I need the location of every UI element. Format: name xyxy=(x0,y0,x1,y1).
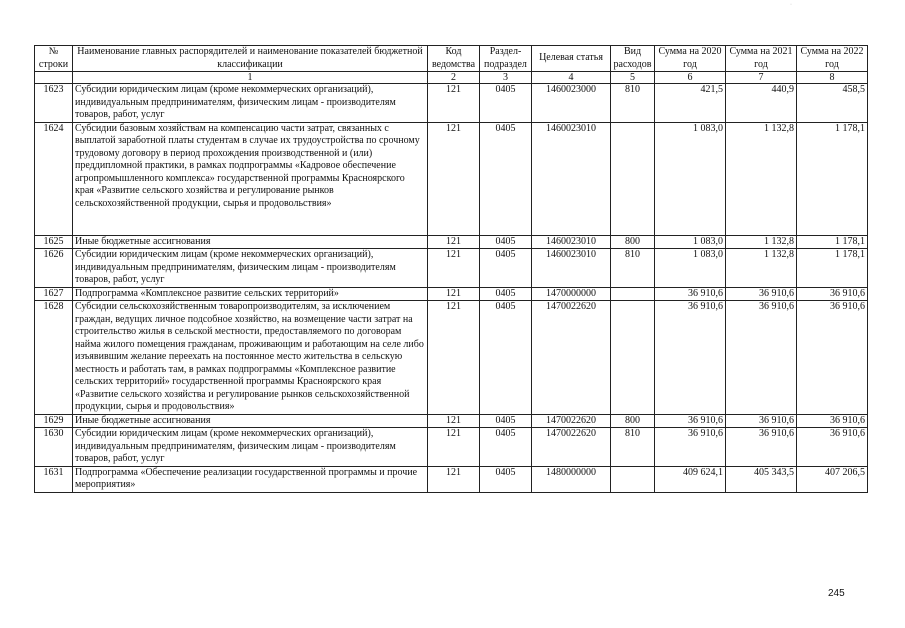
dept-code: 121 xyxy=(428,249,480,288)
column-number: 3 xyxy=(480,72,532,84)
expense-type xyxy=(611,466,655,492)
page-number: 245 xyxy=(828,588,845,599)
line-number: 1624 xyxy=(35,122,73,235)
sum-2021: 1 132,8 xyxy=(726,249,797,288)
target-article: 1470000000 xyxy=(532,287,611,301)
section-code: 0405 xyxy=(480,287,532,301)
section-code: 0405 xyxy=(480,414,532,428)
sum-2022: 1 178,1 xyxy=(797,122,868,235)
sum-2020: 36 910,6 xyxy=(655,414,726,428)
budget-table xyxy=(34,45,868,493)
item-name: Подпрограмма «Комплексное развитие сельских территорий» xyxy=(73,287,428,301)
line-number: 1626 xyxy=(35,249,73,288)
line-number: 1631 xyxy=(35,466,73,492)
sum-2022: 36 910,6 xyxy=(797,428,868,467)
item-name: Подпрограмма «Обеспечение реализации государственной программы и прочие мероприятия» xyxy=(73,466,428,492)
sum-2021: 36 910,6 xyxy=(726,414,797,428)
sum-2020: 1 083,0 xyxy=(655,122,726,235)
column-number: 8 xyxy=(797,72,868,84)
table-row xyxy=(35,122,868,235)
target-article: 1470022620 xyxy=(532,414,611,428)
expense-type: 810 xyxy=(611,249,655,288)
table-row xyxy=(35,235,868,249)
dept-code: 121 xyxy=(428,414,480,428)
header-expense-type: Вид расходов xyxy=(611,46,655,72)
section-code: 0405 xyxy=(480,84,532,123)
sum-2020: 36 910,6 xyxy=(655,428,726,467)
column-number: 2 xyxy=(428,72,480,84)
line-number: 1623 xyxy=(35,84,73,123)
table-row xyxy=(35,301,868,415)
item-name: Иные бюджетные ассигнования xyxy=(73,235,428,249)
sum-2020: 36 910,6 xyxy=(655,287,726,301)
dept-code: 121 xyxy=(428,235,480,249)
header-sum-2021: Сумма на 2021 год xyxy=(726,46,797,72)
sum-2020: 1 083,0 xyxy=(655,235,726,249)
sum-2020: 409 624,1 xyxy=(655,466,726,492)
line-number: 1629 xyxy=(35,414,73,428)
header-dept-code: Код ведомства xyxy=(428,46,480,72)
item-name: Субсидии базовым хозяйствам на компенсацию части затрат, связанных с выплатой заработной платы студентам в случае их трудоустройства по срочному трудовому договору в период прохождения производственной и (или) преддипломной практики, в рамках подпрограммы «Кадровое обеспечение агропромышленного комплекса» государственной программы Красноярского края «Развитие сельского хозяйства и регулирование рынков сельскохозяйственной продукции, сырья и продовольствия» xyxy=(73,122,428,235)
sum-2022: 458,5 xyxy=(797,84,868,123)
sum-2022: 1 178,1 xyxy=(797,235,868,249)
column-number: 6 xyxy=(655,72,726,84)
item-name: Субсидии юридическим лицам (кроме некоммерческих организаций), индивидуальным предпринимателям, физическим лицам - производителям товаров, работ, услуг xyxy=(73,84,428,123)
target-article: 1460023010 xyxy=(532,249,611,288)
section-code: 0405 xyxy=(480,249,532,288)
dept-code: 121 xyxy=(428,287,480,301)
dept-code: 121 xyxy=(428,466,480,492)
table-row xyxy=(35,84,868,123)
table-row xyxy=(35,249,868,288)
sum-2022: 407 206,5 xyxy=(797,466,868,492)
header-sum-2022: Сумма на 2022 год xyxy=(797,46,868,72)
header-sum-2020: Сумма на 2020 год xyxy=(655,46,726,72)
section-code: 0405 xyxy=(480,235,532,249)
header-target-article: Целевая статья xyxy=(532,46,611,72)
sum-2022: 36 910,6 xyxy=(797,287,868,301)
sum-2022: 36 910,6 xyxy=(797,301,868,415)
section-code: 0405 xyxy=(480,466,532,492)
sum-2021: 440,9 xyxy=(726,84,797,123)
line-number: 1630 xyxy=(35,428,73,467)
line-number: 1627 xyxy=(35,287,73,301)
item-name: Субсидии юридическим лицам (кроме некоммерческих организаций), индивидуальным предпринимателям, физическим лицам - производителям товаров, работ, услуг xyxy=(73,249,428,288)
target-article: 1470022620 xyxy=(532,428,611,467)
target-article: 1470022620 xyxy=(532,301,611,415)
sum-2022: 1 178,1 xyxy=(797,249,868,288)
sum-2020: 421,5 xyxy=(655,84,726,123)
table-row xyxy=(35,466,868,492)
item-name: Субсидии юридическим лицам (кроме некоммерческих организаций), индивидуальным предпринимателям, физическим лицам - производителям товаров, работ, услуг xyxy=(73,428,428,467)
header-section: Раздел-подраздел xyxy=(480,46,532,72)
dept-code: 121 xyxy=(428,84,480,123)
sum-2021: 36 910,6 xyxy=(726,301,797,415)
item-name: Субсидии сельскохозяйственным товаропроизводителям, за исключением граждан, ведущих личное подсобное хозяйство, на возмещение части затрат на строительство жилья в сельской местности, предоставляемого по договорам найма жилого помещения гражданам, проживающим и работающим на селе либо изъявившим желание переехать на постоянное место жительства в сельскую местность и работать там, в рамках подпрограммы «Комплексное развитие сельских территорий» государственной программы Красноярского края «Развитие сельского хозяйства и регулирование рынков сельскохозяйственной продукции, сырья и продовольствия» xyxy=(73,301,428,415)
sum-2020: 36 910,6 xyxy=(655,301,726,415)
expense-type: 810 xyxy=(611,84,655,123)
expense-type xyxy=(611,287,655,301)
dept-code: 121 xyxy=(428,122,480,235)
column-number xyxy=(35,72,73,84)
header-row xyxy=(35,46,868,72)
target-article: 1460023010 xyxy=(532,122,611,235)
dept-code: 121 xyxy=(428,301,480,415)
column-number: 1 xyxy=(73,72,428,84)
sum-2021: 36 910,6 xyxy=(726,428,797,467)
table-row xyxy=(35,287,868,301)
sum-2020: 1 083,0 xyxy=(655,249,726,288)
dept-code: 121 xyxy=(428,428,480,467)
sum-2021: 1 132,8 xyxy=(726,235,797,249)
target-article: 1480000000 xyxy=(532,466,611,492)
section-code: 0405 xyxy=(480,428,532,467)
section-code: 0405 xyxy=(480,122,532,235)
budget-sheet xyxy=(34,45,867,493)
column-number: 5 xyxy=(611,72,655,84)
target-article: 1460023000 xyxy=(532,84,611,123)
line-number: 1628 xyxy=(35,301,73,415)
column-number-row xyxy=(35,72,868,84)
expense-type xyxy=(611,122,655,235)
expense-type: 800 xyxy=(611,235,655,249)
sum-2021: 36 910,6 xyxy=(726,287,797,301)
item-name: Иные бюджетные ассигнования xyxy=(73,414,428,428)
sum-2021: 1 132,8 xyxy=(726,122,797,235)
table-row xyxy=(35,428,868,467)
header-line-no: № строки xyxy=(35,46,73,72)
table-row xyxy=(35,414,868,428)
sum-2022: 36 910,6 xyxy=(797,414,868,428)
expense-type xyxy=(611,301,655,415)
header-name: Наименование главных распорядителей и наименование показателей бюджетной классификации xyxy=(73,46,428,72)
sum-2021: 405 343,5 xyxy=(726,466,797,492)
expense-type: 810 xyxy=(611,428,655,467)
section-code: 0405 xyxy=(480,301,532,415)
scan-mark: · xyxy=(790,2,792,8)
line-number: 1625 xyxy=(35,235,73,249)
expense-type: 800 xyxy=(611,414,655,428)
column-number: 7 xyxy=(726,72,797,84)
target-article: 1460023010 xyxy=(532,235,611,249)
column-number: 4 xyxy=(532,72,611,84)
